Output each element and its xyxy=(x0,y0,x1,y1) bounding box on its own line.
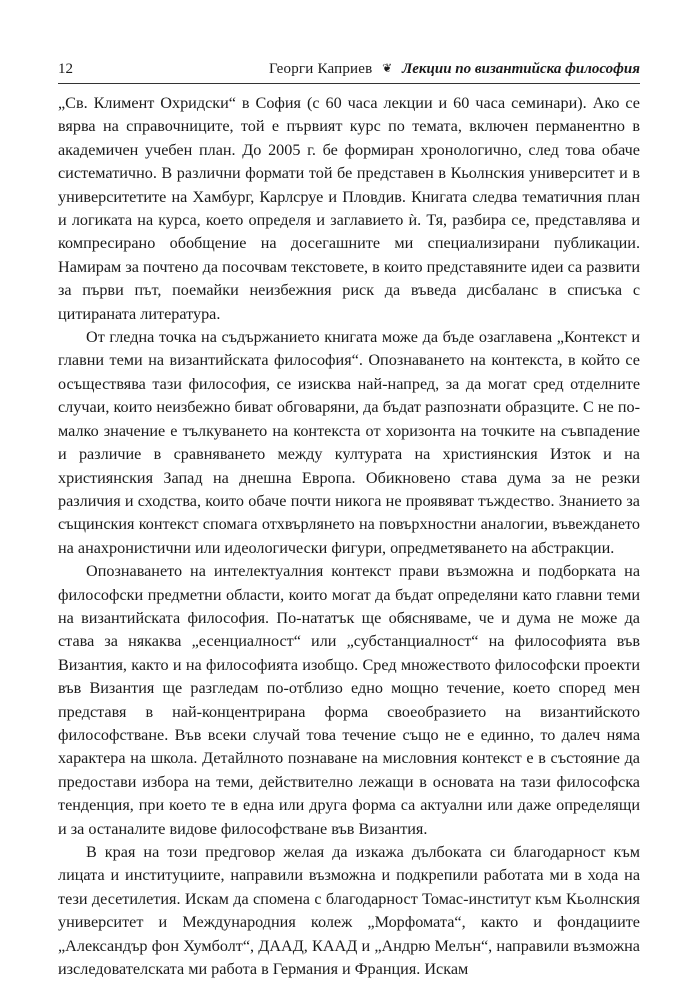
header-book-title: Лекции по византийска философия xyxy=(401,61,640,77)
paragraph-1: „Св. Климент Охридски“ в София (с 60 часа лекции и 60 часа семинари). Ако се вярва на справочниците, той е първият курс по темата, включен перманентно в академичен учебен план. До 2005 г. бе формиран хронологично, след това обаче систематично. В различни формати той бе представен в Кьолнския университет и в университетите на Хамбург, Карлсруе и Пловдив. Книгата следва тематичния план и логиката на курса, което определя и заглавието ѝ. Тя, разбира се, представлява и компресирано обобщение на досегашните ми специализирани публикации. Намирам за почтено да посочвам текстовете, в които представяните идеи са развити за първи път, поемайки неизбежния риск да въведа дисбаланс в списъка с цитираната литература. xyxy=(58,94,640,323)
running-header xyxy=(58,55,640,84)
paragraph-4: В края на този предговор желая да изкажа дълбоката си благодарност към лицата и институциите, направили възможна и подкрепили работата ми в хода на тези десетилетия. Искам да спомена с благодарност Томас-институт към Кьолнския университет и Международния колеж „Морфомата“, както и фондациите „Александър фон Хумболт“, ДААД, КААД и „Андрю Мелън“, направили възможна изследователската ми работа в Германия и Франция. Искам xyxy=(58,843,640,979)
header-right xyxy=(269,61,640,78)
book-page xyxy=(58,55,640,981)
body-text xyxy=(58,92,640,981)
page-number: 12 xyxy=(58,61,73,77)
fleuron-icon: ❦ xyxy=(382,61,393,75)
header-author: Георги Каприев xyxy=(268,61,373,77)
paragraph-3: Опознаването на интелектуалния контекст прави възможна и подборката на философски предметни области, които могат да бъдат определяни като главни теми на византийската философия. По-нататък ще обясняваме, че и дума не може да става за някаква „есенциалност“ или „субстанциалност“ на философията във Византия, както и на философията изобщо. Сред множеството философски проекти във Византия ще разгледам по-отблизо едно мощно течение, което според мен представя в най-концентрирана форма своеобразието на византийското философстване. Във всеки случай това течение също не е единно, то далеч няма характера на школа. Детайлното познаване на мисловния контекст е в състояние да предостави избора на теми, действително лежащи в основата на тази философска тенденция, при което те в една или друга форма са актуални или даже определящи и за останалите видове философстване във Византия. xyxy=(58,562,640,838)
paragraph-2: От гледна точка на съдържанието книгата може да бъде озаглавена „Контекст и главни теми на византийската философия“. Опознаването на контекста, в който се осъществява тази философия, се изисква най-напред, за да могат сред отделните случаи, които неизбежно биват обговаряни, да бъдат разпознати образците. С не по-малко значение е тълкуването на контекста от хоризонта на точките на съвпадение и различие в сравняването между културата на християнския Изток и на християнския Запад на днешна Европа. Обикновено става дума за не резки различия и сходства, които обаче почти никога не проявяват тъждество. Знанието за същинския контекст спомага отхвърлянето на повърхностни аналогии, въвеждането на анахронистични или идеологически фигури, опредметяването на абстракции. xyxy=(58,328,640,557)
